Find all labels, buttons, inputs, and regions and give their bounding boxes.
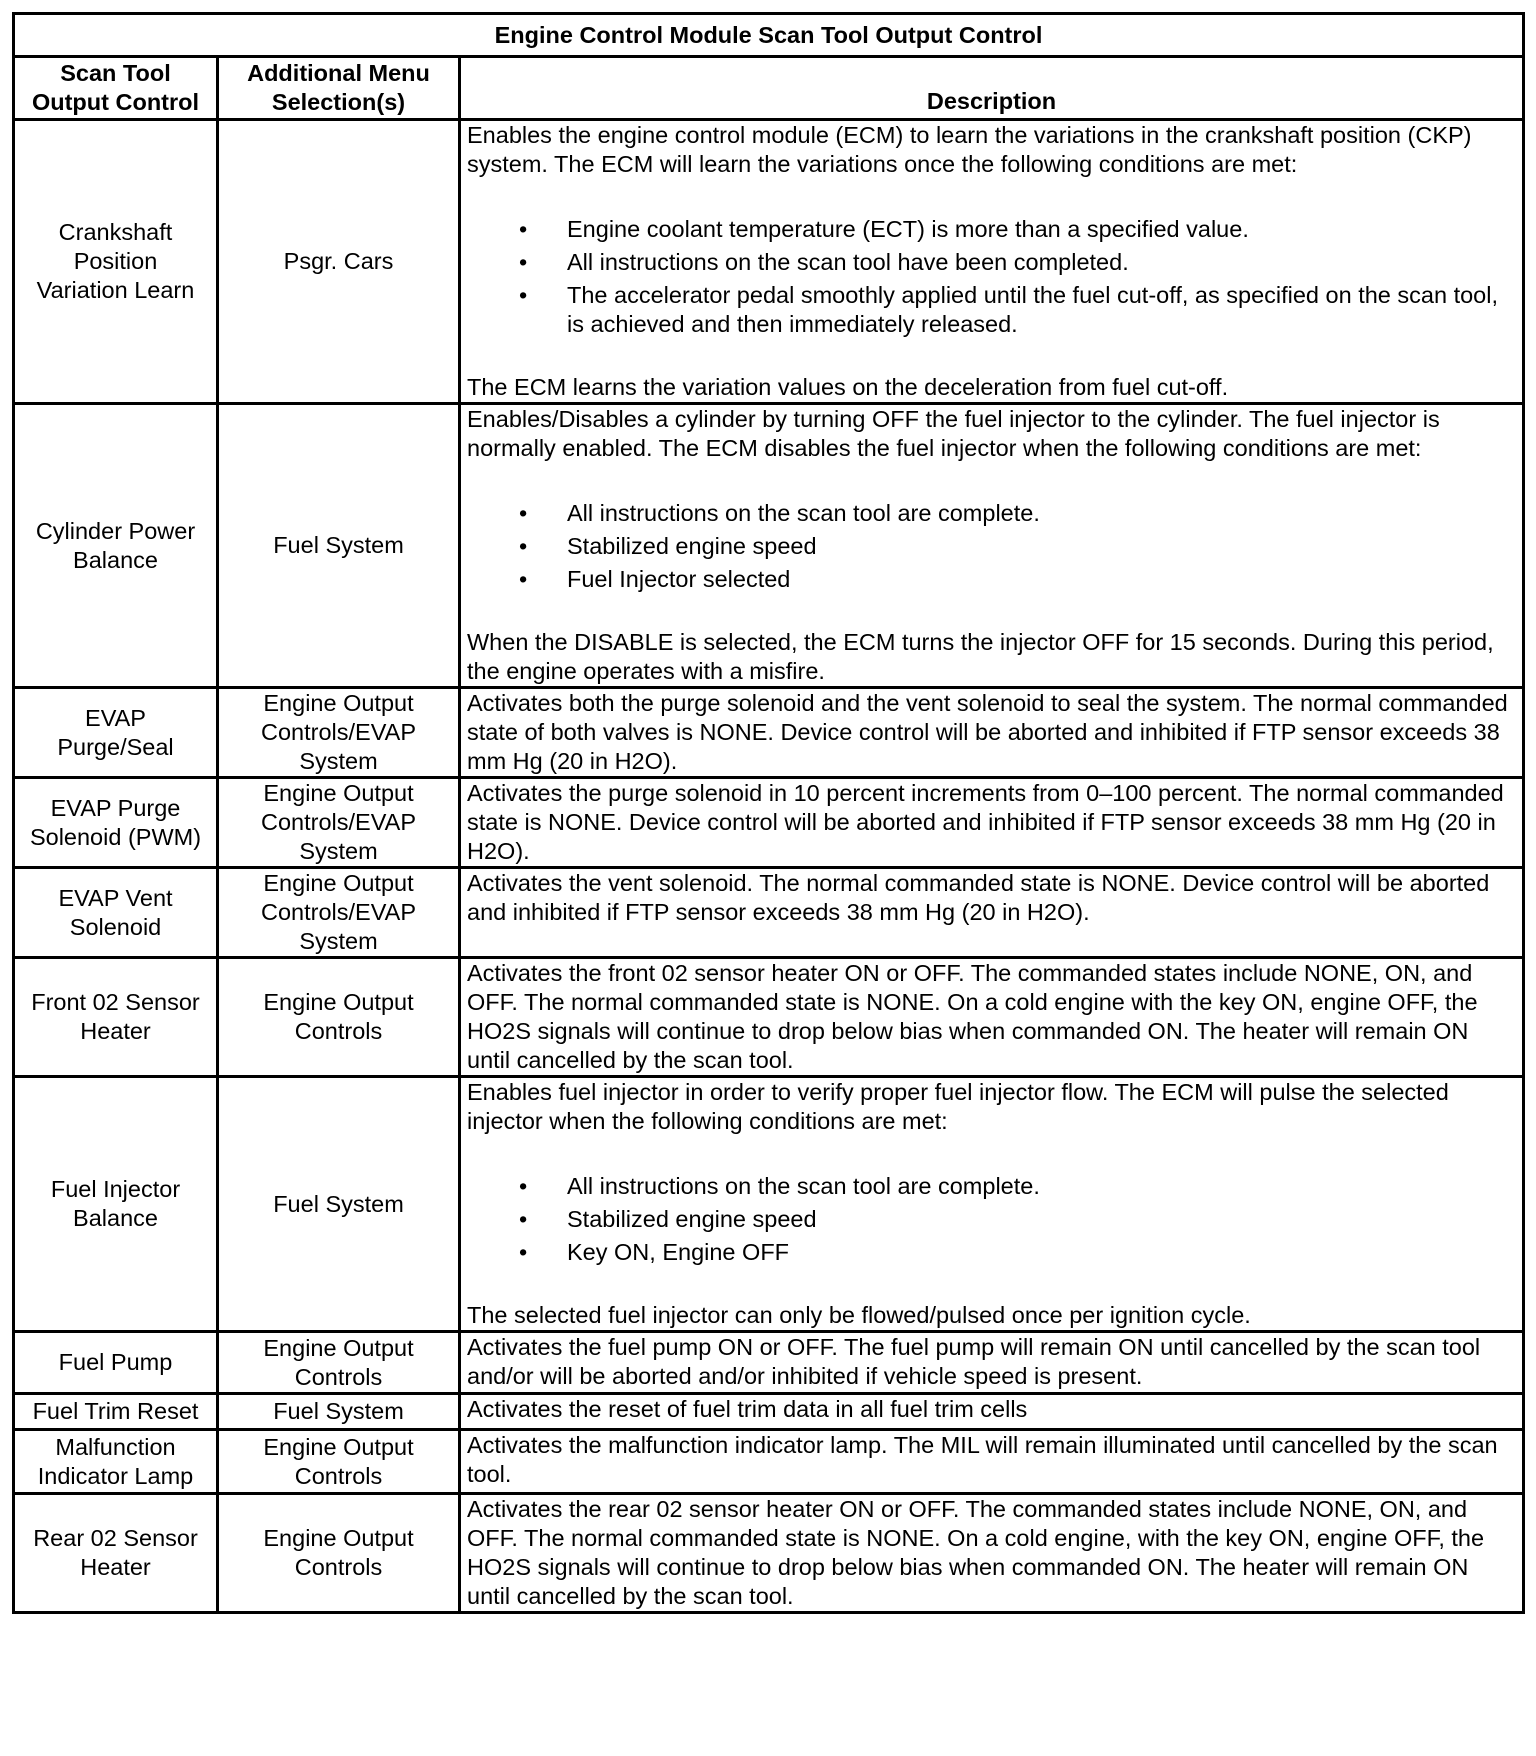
menu-selection-line: Engine Output	[263, 989, 414, 1015]
output-control-line: Balance	[73, 1205, 158, 1231]
spacer	[467, 1271, 1516, 1301]
output-control-cell	[14, 1332, 218, 1394]
table-row	[14, 1394, 1524, 1430]
condition-list	[467, 499, 1516, 594]
table-row	[14, 868, 1524, 958]
menu-selection-cell	[218, 688, 460, 778]
menu-selection-cell	[218, 778, 460, 868]
menu-selection-line: Engine Output	[263, 1525, 414, 1551]
menu-selection-line: Engine Output	[263, 1334, 414, 1361]
description-text: Activates the fuel pump ON or OFF. The fuel pump will remain ON until cancelled by the scan tool and/or will be aborted and/or inhibited if vehicle speed is present.	[467, 1334, 1481, 1389]
menu-selection-cell	[218, 1332, 460, 1394]
spacer	[467, 598, 1516, 628]
description-cell	[460, 688, 1524, 778]
output-control-line: Solenoid (PWM)	[29, 823, 202, 850]
list-item	[467, 248, 1516, 277]
description-text: Activates both the purge solenoid and the vent solenoid to seal the system. The normal commanded state of both valves is NONE. Device control will be aborted and inhibited if FTP sensor exceeds 38 mm Hg (20 in H2O).	[467, 690, 1508, 774]
output-control-table	[12, 12, 1525, 1614]
output-control-line: Balance	[73, 546, 158, 573]
header-line: Additional Menu	[247, 60, 430, 86]
table-title: Engine Control Module Scan Tool Output Control	[14, 14, 1524, 57]
header-additional-menu-selections	[218, 57, 460, 120]
description-note: The ECM learns the variation values on the deceleration from fuel cut-off.	[467, 374, 1229, 400]
description-text: Activates the vent solenoid. The normal commanded state is NONE. Device control will be aborted and inhibited if FTP sensor exceeds 38 mm Hg (20 in H2O).	[467, 870, 1490, 925]
output-control-cell	[14, 778, 218, 868]
menu-selection-line: System	[299, 928, 378, 954]
description-text: Activates the rear 02 sensor heater ON or OFF. The commanded states include NONE, ON, and OFF. The normal commanded state is NONE. On a cold engine, with the key ON, engine OFF, the HO2S signals will continue to drop below bias when commanded ON. The heater will remain ON until cancelled by the scan tool.	[467, 1496, 1485, 1609]
output-control-line: Rear 02 Sensor	[33, 1525, 198, 1551]
table-row	[14, 120, 1524, 404]
menu-selection-cell	[218, 958, 460, 1077]
output-control-line: Fuel Trim Reset	[32, 1398, 199, 1424]
menu-selection-cell	[218, 1077, 460, 1332]
menu-selection-cell	[218, 1430, 460, 1494]
table-row	[14, 1077, 1524, 1332]
description-cell	[460, 1430, 1524, 1494]
menu-selection-line: Engine Output	[263, 690, 414, 716]
menu-selection-cell	[218, 404, 460, 688]
list-item-text: Key ON, Engine OFF	[567, 1239, 790, 1265]
bullet-icon: •	[519, 533, 528, 559]
list-item	[467, 1205, 1516, 1234]
list-item-text: Stabilized engine speed	[567, 533, 817, 559]
description-cell	[460, 120, 1524, 404]
description-text: Enables/Disables a cylinder by turning OFF the fuel injector to the cylinder. The fuel injector is normally enabled. The ECM disables the fuel injector when the following conditions are met:	[467, 406, 1440, 461]
bullet-icon: •	[519, 500, 528, 526]
description-cell	[460, 958, 1524, 1077]
table-row	[14, 688, 1524, 778]
description-text: Enables fuel injector in order to verify proper fuel injector flow. The ECM will pulse the selected injector when the following conditions are met:	[467, 1079, 1449, 1134]
menu-selection-line: Engine Output	[263, 780, 414, 806]
table-row	[14, 404, 1524, 688]
output-control-cell	[14, 868, 218, 958]
output-control-line: Cylinder Power	[35, 517, 196, 544]
condition-list	[467, 215, 1516, 339]
bullet-icon: •	[519, 566, 528, 592]
output-control-line: Fuel Injector	[50, 1176, 181, 1202]
header-row	[14, 57, 1524, 120]
bullet-icon: •	[519, 216, 528, 242]
menu-selection-line: Controls	[294, 1462, 383, 1489]
description-cell	[460, 1332, 1524, 1394]
description-text: Activates the malfunction indicator lamp. The MIL will remain illuminated until cancelled by the scan tool.	[467, 1432, 1498, 1487]
menu-selection-line: Controls	[294, 1363, 383, 1390]
description-note: When the DISABLE is selected, the ECM turns the injector OFF for 15 seconds. During this period, the engine operates with a misfire.	[467, 629, 1494, 684]
list-item	[467, 499, 1516, 528]
list-item-text: All instructions on the scan tool are complete.	[567, 1173, 1040, 1199]
list-item	[467, 565, 1516, 594]
description-text: Activates the front 02 sensor heater ON or OFF. The commanded states include NONE, ON, and OFF. The normal commanded state is NONE. On a cold engine with the key ON, engine OFF, the HO2S signals will continue to drop below bias when commanded ON. The heater will remain ON until cancelled by the scan tool.	[467, 960, 1478, 1073]
table-row	[14, 958, 1524, 1077]
menu-selection-line: Engine Output	[263, 870, 414, 896]
table-row	[14, 1494, 1524, 1613]
output-control-line: Heater	[80, 1018, 151, 1044]
output-control-line: Crankshaft	[58, 219, 173, 245]
menu-selection-cell	[218, 868, 460, 958]
description-cell	[460, 1494, 1524, 1613]
menu-selection-cell	[218, 120, 460, 404]
description-note: The selected fuel injector can only be flowed/pulsed once per ignition cycle.	[467, 1302, 1251, 1328]
description-cell	[460, 1077, 1524, 1332]
header-scan-tool-output-control	[14, 57, 218, 120]
menu-selection-cell	[218, 1394, 460, 1430]
list-item-text: All instructions on the scan tool are complete.	[567, 500, 1040, 526]
output-control-cell	[14, 1430, 218, 1494]
menu-selection-line: Controls	[294, 1018, 383, 1044]
table-row	[14, 778, 1524, 868]
list-item	[467, 1238, 1516, 1267]
output-control-cell	[14, 1494, 218, 1613]
header-line: Output Control	[31, 89, 200, 115]
bullet-icon: •	[519, 1173, 528, 1199]
menu-selection-line: Fuel System	[273, 532, 404, 558]
list-item	[467, 532, 1516, 561]
menu-selection-line: Psgr. Cars	[283, 248, 394, 274]
spacer	[467, 179, 1516, 215]
output-control-cell	[14, 404, 218, 688]
description-cell	[460, 404, 1524, 688]
menu-selection-line: Fuel System	[273, 1398, 404, 1424]
output-control-line: Heater	[80, 1554, 151, 1580]
menu-selection-line: Engine Output	[263, 1433, 414, 1460]
output-control-line: Fuel Pump	[58, 1349, 173, 1375]
bullet-icon: •	[519, 249, 528, 275]
output-control-line: Indicator Lamp	[37, 1462, 194, 1489]
output-control-cell	[14, 1394, 218, 1430]
list-item-text: Engine coolant temperature (ECT) is more than a specified value.	[567, 216, 1249, 242]
output-control-line: EVAP	[85, 704, 146, 731]
output-control-line: EVAP Purge	[50, 794, 181, 821]
menu-selection-line: Controls/EVAP	[261, 809, 416, 835]
output-control-line: Solenoid	[69, 913, 162, 940]
menu-selection-line: Controls/EVAP	[261, 719, 416, 745]
output-control-line: Variation Learn	[36, 277, 195, 303]
spacer	[467, 1136, 1516, 1172]
description-cell	[460, 868, 1524, 958]
description-cell	[460, 778, 1524, 868]
output-control-line: EVAP Vent	[58, 884, 173, 911]
list-item-text: Stabilized engine speed	[567, 1206, 817, 1232]
output-control-line: Front 02 Sensor	[31, 989, 200, 1015]
output-control-line: Malfunction	[55, 1433, 176, 1460]
header-line: Scan Tool	[60, 60, 171, 86]
output-control-cell	[14, 1077, 218, 1332]
output-control-line: Position	[73, 248, 158, 274]
menu-selection-line: Controls	[294, 1554, 383, 1580]
description-text: Activates the purge solenoid in 10 percent increments from 0–100 percent. The normal commanded state is NONE. Device control will be aborted and inhibited if FTP sensor exceeds 38 mm Hg (20 in H2O).	[467, 780, 1504, 864]
list-item-text: All instructions on the scan tool have been completed.	[567, 249, 1129, 275]
header-line: Selection(s)	[271, 89, 406, 115]
bullet-icon: •	[519, 282, 528, 308]
spacer	[467, 343, 1516, 373]
condition-list	[467, 1172, 1516, 1267]
bullet-icon: •	[519, 1239, 528, 1265]
list-item	[467, 215, 1516, 244]
table-row	[14, 1430, 1524, 1494]
document	[12, 12, 1522, 1614]
menu-selection-cell	[218, 1494, 460, 1613]
bullet-icon: •	[519, 1206, 528, 1232]
spacer	[467, 463, 1516, 499]
menu-selection-line: System	[299, 748, 378, 774]
menu-selection-line: Fuel System	[273, 1190, 404, 1217]
title-row	[14, 14, 1524, 57]
header-description: Description	[460, 57, 1524, 120]
description-text: Enables the engine control module (ECM) to learn the variations in the crankshaft position (CKP) system. The ECM will learn the variations once the following conditions are met:	[467, 122, 1472, 177]
output-control-line: Purge/Seal	[57, 733, 174, 760]
table-row	[14, 1332, 1524, 1394]
list-item	[467, 281, 1516, 339]
menu-selection-line: Controls/EVAP	[261, 899, 416, 925]
list-item-text: The accelerator pedal smoothly applied until the fuel cut-off, as specified on the scan tool, is achieved and then immediately released.	[567, 282, 1498, 337]
output-control-cell	[14, 120, 218, 404]
list-item	[467, 1172, 1516, 1201]
description-cell	[460, 1394, 1524, 1430]
list-item-text: Fuel Injector selected	[567, 566, 791, 592]
description-text: Activates the reset of fuel trim data in all fuel trim cells	[467, 1396, 1028, 1422]
output-control-cell	[14, 958, 218, 1077]
menu-selection-line: System	[299, 838, 378, 864]
output-control-cell	[14, 688, 218, 778]
